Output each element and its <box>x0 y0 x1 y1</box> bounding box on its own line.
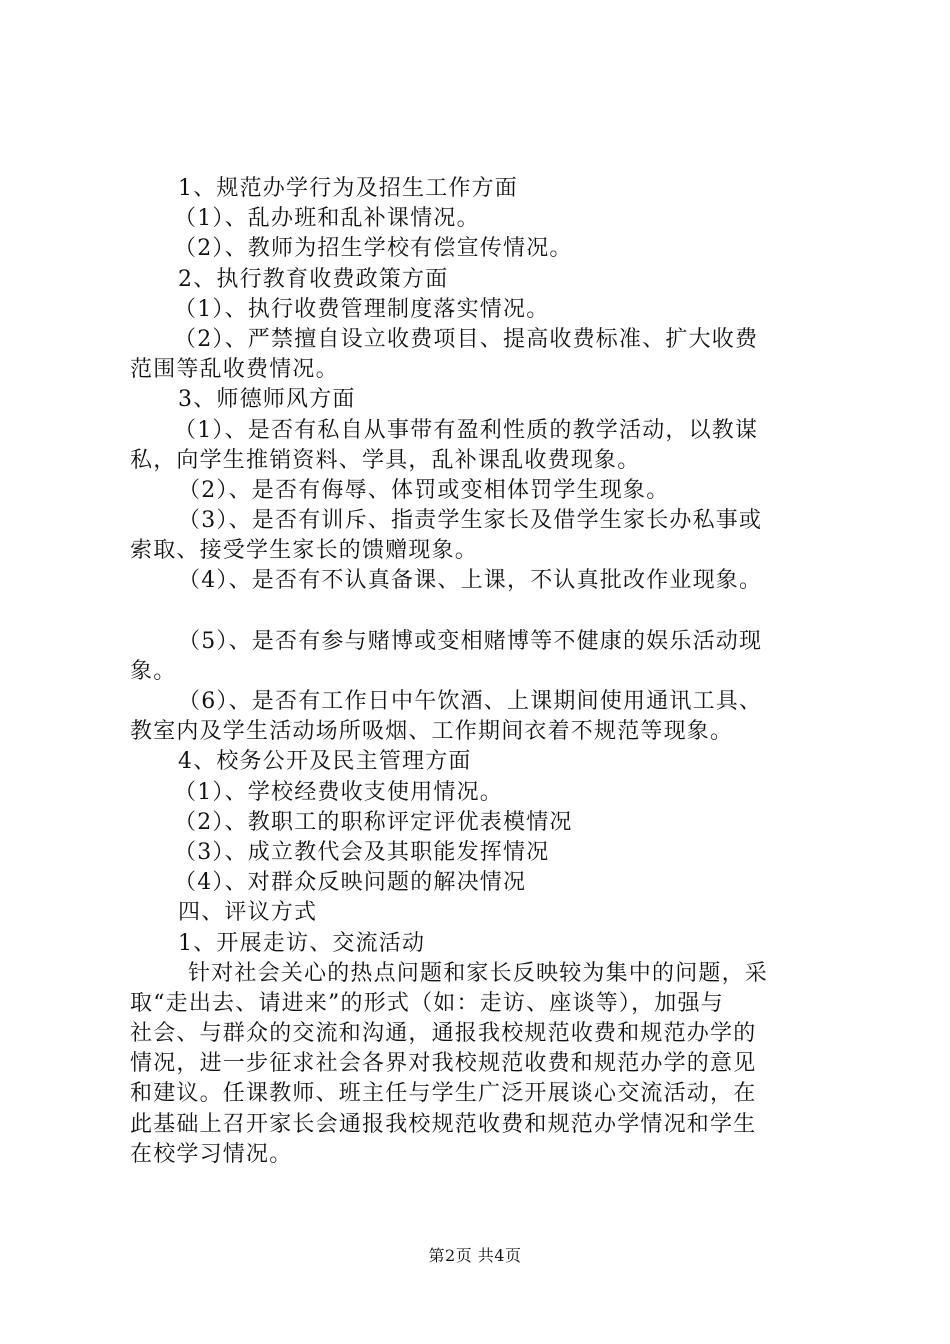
list-item: （5）、是否有参与赌博或变相赌博等不健康的娱乐活动现 <box>178 628 763 654</box>
list-item-continuation: 索取、接受学生家长的馈赠现象。 <box>130 538 479 564</box>
list-item: （3）、是否有训斥、指责学生家长及借学生家长办私事或 <box>178 508 763 534</box>
list-item-continuation: 范围等乱收费情况。 <box>130 357 339 383</box>
section-heading-2: 2、执行教育收费政策方面 <box>178 266 449 292</box>
list-item: （2）、教职工的职称评定评优表模情况 <box>174 809 573 835</box>
section-heading-3: 3、师德师风方面 <box>178 387 356 413</box>
section-title-evaluation-method: 四、评议方式 <box>178 900 318 926</box>
paragraph-line: 针对社会关心的热点问题和家长反映较为集中的问题，采 <box>188 960 769 986</box>
list-item: （1）、执行收费管理制度落实情况。 <box>174 296 550 322</box>
list-item: （4）、是否有不认真备课、上课，不认真批改作业现象。 <box>178 568 763 594</box>
list-item-continuation: 象。 <box>130 658 177 684</box>
list-item: （4）、对群众反映问题的解决情况 <box>174 870 527 896</box>
list-item: （2）、教师为招生学校有偿宣传情况。 <box>174 236 573 262</box>
list-item: （1）、是否有私自从事带有盈利性质的教学活动，以教谋 <box>174 417 759 443</box>
paragraph-line: 社会、与群众的交流和沟通，通报我校规范收费和规范办学的 <box>130 1021 757 1047</box>
list-item: （2）、严禁擅自设立收费项目、提高收费标准、扩大收费 <box>174 326 759 352</box>
paragraph-line: 此基础上召开家长会通报我校规范收费和规范办学情况和学生 <box>130 1111 757 1137</box>
list-item-continuation: 私，向学生推销资料、学具，乱补课乱收费现象。 <box>130 447 641 473</box>
paragraph-line: 取“走出去、请进来”的形式（如：走访、座谈等），加强与 <box>130 990 724 1016</box>
list-item: （2）、是否有侮辱、体罚或变相体罚学生现象。 <box>178 477 670 503</box>
list-item: （3）、成立教代会及其职能发挥情况 <box>174 839 550 865</box>
paragraph-line: 在校学习情况。 <box>130 1141 293 1167</box>
list-item: （6）、是否有工作日中午饮酒、上课期间使用通讯工具、 <box>178 689 763 714</box>
blank-line <box>130 597 830 627</box>
document-body <box>130 174 830 1170</box>
list-item: （1）、乱办班和乱补课情况。 <box>174 206 480 232</box>
paragraph-line: 情况，进一步征求社会各界对我校规范收费和规范办学的意见 <box>130 1051 757 1077</box>
page-number-footer: 第2页 共4页 <box>428 1246 522 1265</box>
paragraph-line: 和建议。任课教师、班主任与学生广泛开展谈心交流活动，在 <box>130 1081 757 1107</box>
list-item: （1）、学校经费收支使用情况。 <box>174 779 503 805</box>
list-item-continuation: 教室内及学生活动场所吸烟、工作期间衣着不规范等现象。 <box>130 719 734 745</box>
section-heading-4: 4、校务公开及民主管理方面 <box>178 749 472 775</box>
section-heading-1: 1、规范办学行为及招生工作方面 <box>178 176 518 201</box>
subsection-heading: 1、开展走访、交流活动 <box>178 930 426 956</box>
